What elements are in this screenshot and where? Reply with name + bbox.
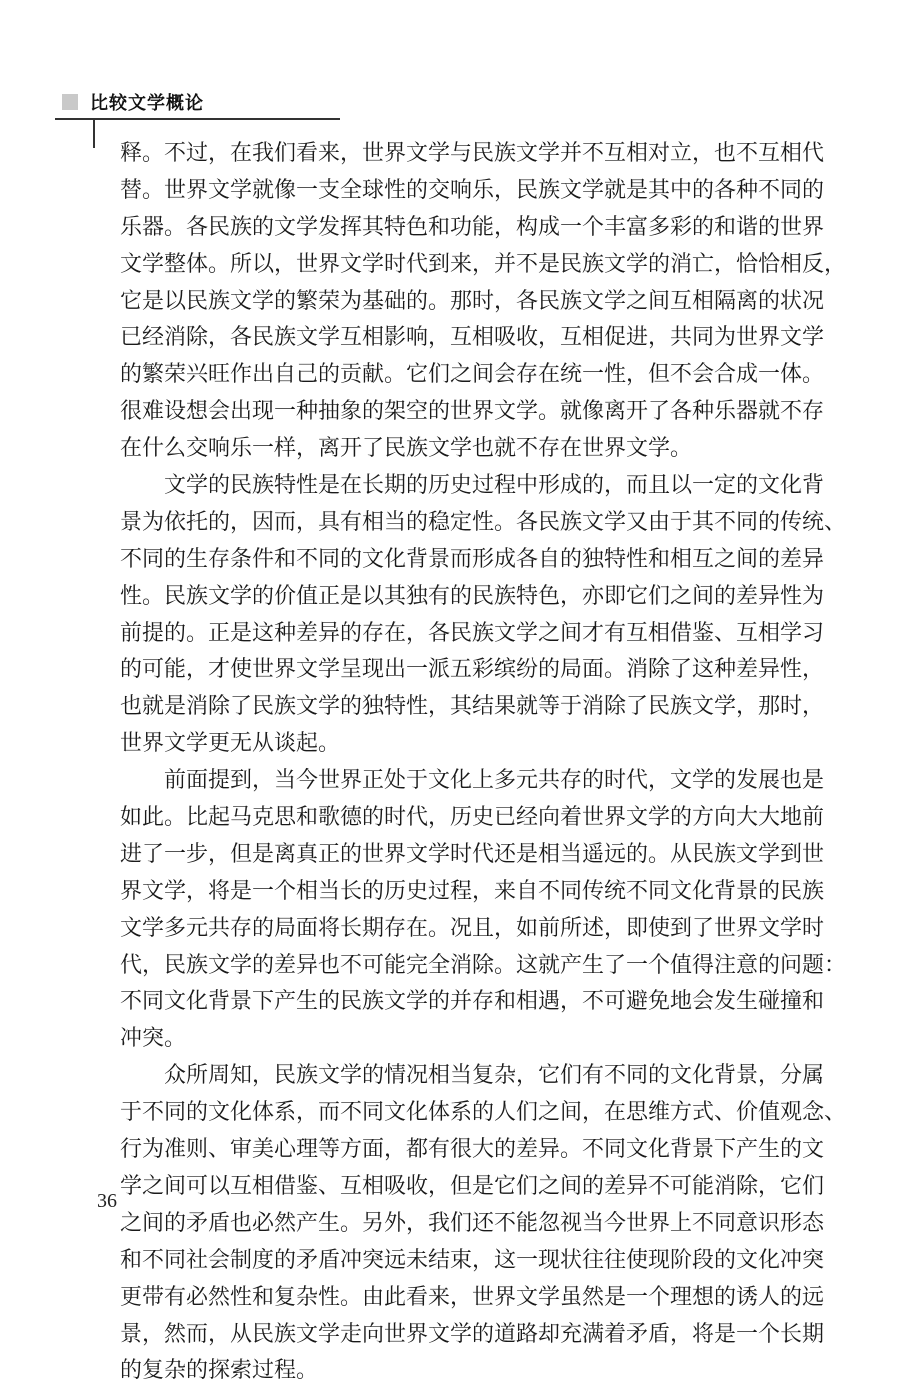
text-line: 的可能，才使世界文学呈现出一派五彩缤纷的局面。消除了这种差异性，: [120, 657, 825, 683]
text-line: 释。不过，在我们看来，世界文学与民族文学并不互相对立，也不互相代: [120, 141, 825, 166]
text-line: 行为准则、审美心理等方面，都有很大的差异。不同文化背景下产生的文: [120, 1137, 825, 1163]
text-line: 已经消除，各民族文学互相影响，互相吸收，互相促进，共同为世界文学: [120, 325, 825, 351]
text-line: 学之间可以互相借鉴、互相吸收，但是它们之间的差异不可能消除，它们: [120, 1173, 825, 1199]
text-line: 的繁荣兴旺作出自己的贡献。它们之间会存在统一性，但不会合成一体。: [120, 362, 825, 388]
text-line: 它是以民族文学的繁荣为基础的。那时，各民族文学之间互相隔离的状况: [120, 288, 825, 314]
text-line: 如此。比起马克思和歌德的时代，历史已经向着世界文学的方向大大地前: [120, 805, 825, 831]
text-line: 前面提到，当今世界正处于文化上多元共存的时代，文学的发展也是: [164, 768, 825, 794]
text-line: 进了一步，但是离真正的世界文学时代还是相当遥远的。从民族文学到世: [120, 841, 825, 867]
text-line: 和不同社会制度的矛盾冲突远未结束，这一现状往往使现阶段的文化冲突: [120, 1247, 825, 1273]
body-text: [120, 136, 847, 1390]
text-line: 景，然而，从民族文学走向世界文学的道路却充满着矛盾，将是一个长期: [120, 1321, 825, 1347]
text-line: 景为依托的，因而，具有相当的稳定性。各民族文学又由于其不同的传统、: [120, 509, 847, 535]
text-line: 众所周知，民族文学的情况相当复杂，它们有不同的文化背景，分属: [164, 1063, 825, 1089]
header-square-icon: [62, 94, 78, 110]
text-line: 世界文学更无从谈起。: [120, 731, 341, 757]
book-title: 比较文学概论: [90, 93, 204, 114]
text-line: 文学整体。所以，世界文学时代到来，并不是民族文学的消亡，恰恰相反，: [120, 251, 847, 277]
text-line: 文学的民族特性是在长期的历史过程中形成的，而且以一定的文化背: [164, 473, 825, 499]
text-line: 代，民族文学的差异也不可能完全消除。这就产生了一个值得注意的问题：: [120, 952, 847, 978]
text-line: 在什么交响乐一样，离开了民族文学也就不存在世界文学。: [120, 436, 693, 462]
text-line: 也就是消除了民族文学的独特性，其结果就等于消除了民族文学，那时，: [120, 694, 825, 720]
text-line: 冲突。: [120, 1026, 187, 1052]
text-line: 不同文化背景下产生的民族文学的并存和相遇，不可避免地会发生碰撞和: [120, 989, 825, 1015]
text-line: 性。民族文学的价值正是以其独有的民族特色，亦即它们之间的差异性为: [120, 583, 825, 609]
paragraph: [120, 468, 847, 763]
text-line: 文学多元共存的局面将长期存在。况且，如前所述，即使到了世界文学时: [120, 915, 825, 941]
header-tick: [93, 118, 95, 148]
paragraph: [120, 1058, 847, 1390]
text-line: 的复杂的探索过程。: [120, 1358, 319, 1384]
text-line: 于不同的文化体系，而不同文化体系的人们之间，在思维方式、价值观念、: [120, 1100, 847, 1126]
text-line: 界文学，将是一个相当长的历史过程，来自不同传统不同文化背景的民族: [120, 878, 825, 904]
text-line: 很难设想会出现一种抽象的架空的世界文学。就像离开了各种乐器就不存: [120, 399, 825, 425]
paragraph: [120, 136, 847, 468]
text-line: 更带有必然性和复杂性。由此看来，世界文学虽然是一个理想的诱人的远: [120, 1284, 825, 1310]
text-line: 之间的矛盾也必然产生。另外，我们还不能忽视当今世界上不同意识形态: [120, 1210, 825, 1236]
text-line: 替。世界文学就像一支全球性的交响乐，民族文学就是其中的各种不同的: [120, 177, 825, 203]
header-rule: [55, 118, 340, 120]
text-line: 不同的生存条件和不同的文化背景而形成各自的独特性和相互之间的差异: [120, 546, 825, 572]
paragraph: [120, 763, 847, 1058]
page-number: 36: [97, 1190, 117, 1212]
text-line: 乐器。各民族的文学发挥其特色和功能，构成一个丰富多彩的和谐的世界: [120, 214, 825, 240]
text-line: 前提的。正是这种差异的存在，各民族文学之间才有互相借鉴、互相学习: [120, 620, 825, 646]
